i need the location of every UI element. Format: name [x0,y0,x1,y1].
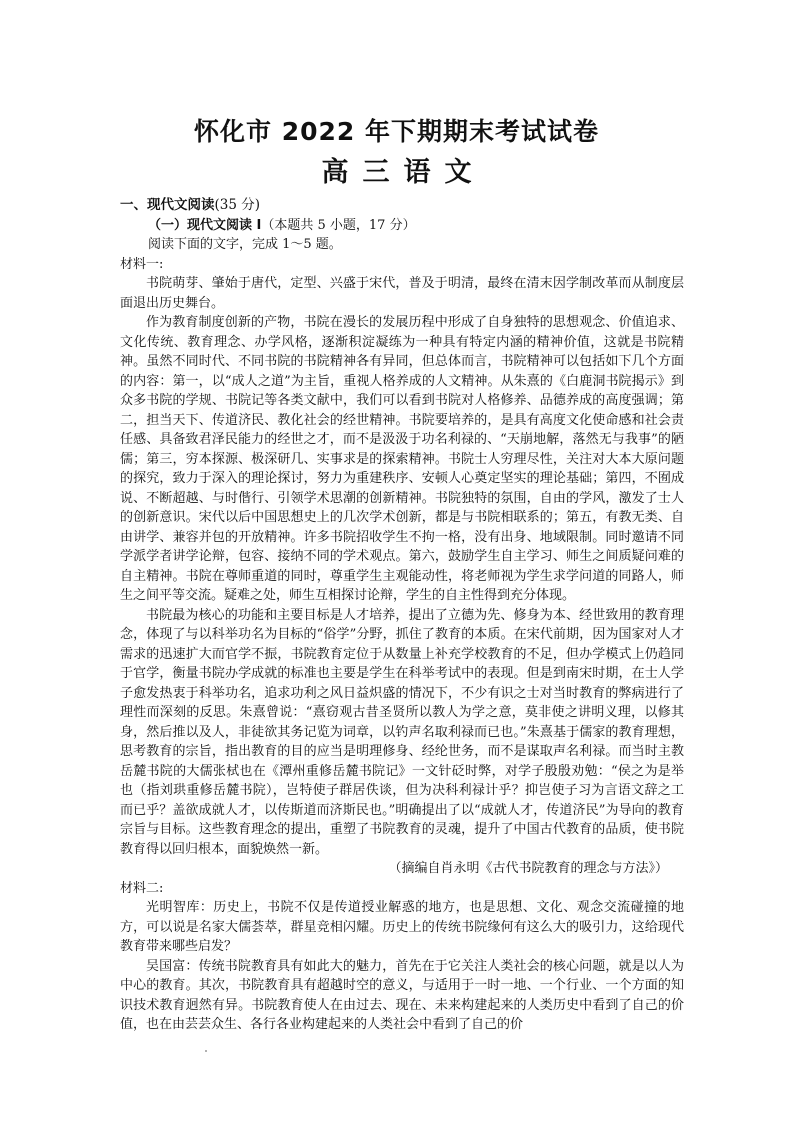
section-heading-text: 一、现代文阅读 [120,197,215,213]
material-one-paragraph: 书院最为核心的功能和主要目标是人才培养，提出了立德为先、修身为本、经世致用的教育理念，体现了与以科举功名为目标的“俗学”分野，抓住了教育的本质。在宋代前期，因为国家对人才需求的迅速扩大而官学不振，书院教育定位于从数量上补充学校教育的不足，但办学模式上仍趋同于官学，衡量书院办学成就的标准也主要是学生在科举考试中的表现。但是到南宋时期，在士人学子愈发热衷于科举功名，追求功利之风日益炽盛的情况下，不少有识之士对当时教育的弊病进行了理性而深刻的反思。朱熹曾说：“熹窃观古昔圣贤所以教人为学之意，莫非使之讲明义理，以修其身，然后推以及人，非徒欲其务记览为词章，以钓声名取利禄而已也。”朱熹基于儒家的教育理想，思考教育的宗旨，指出教育的目的应当是明理修身、经纶世务，而不是谋取声名利禄。而当时主教岳麓书院的大儒张栻也在《潭州重修岳麓书院记》一文针砭时弊，对学子殷殷劝勉：“侯之为是举也（指刘珙重修岳麓书院），岂特使子群居佚谈，但为决科利禄计乎？抑岂使子习为言语文辞之工而已乎？盖欲成就人才，以传斯道而济斯民也。”明确提出了以“成就人才，传道济民”为导向的教育宗旨与目标。这些教育理念的提出，重塑了书院教育的灵魂，提升了中国古代教育的品质，使书院教育得以回归根本，面貌焕然一新。 [120,607,684,857]
material-one-paragraph: 作为教育制度创新的产物，书院在漫长的发展历程中形成了自身独特的思想观念、价值追求、文化传统、教育理念、办学风格，逐渐积淀凝练为一种具有特定内涵的精神价值，这就是书院精神。虽然不同时代、不同书院的书院精神各有异同，但总体而言，书院精神可以包括如下几个方面的内容：第一，以“成人之道”为主旨，重视人格养成的人文精神。从朱熹的《白鹿洞书院揭示》到众多书院的学规、书院记等各类文献中，我们可以看到书院对人格修养、品德养成的高度强调；第二，担当天下、传道济民、教化社会的经世精神。书院要培养的，是具有高度文化使命感和社会责任感、具备致君泽民能力的经世之才，而不是汲汲于功名利禄的、“天崩地解，落然无与我事”的陋儒；第三，穷本探源、极深研几、实事求是的探索精神。书院士人穷理尽性，关注对大本大原问题的探究，致力于深入的理论探讨，努力为重建秩序、安顿人心奠定坚实的理论基础；第四，不囿成说、不断超越、与时偕行、引领学术思潮的创新精神。书院独特的氛围，自由的学风，激发了士人的创新意识。宋代以后中国思想史上的几次学术创新，都是与书院相联系的；第五，有教无类、自由讲学、兼容并包的开放精神。许多书院招收学生不拘一格，没有出身、地域限制。同时邀请不同学派学者讲学论辩，包容、接纳不同的学术观点。第六，鼓励学生自主学习、师生之间质疑问难的自主精神。书院在尊师重道的同时，尊重学生主观能动性，将老师视为学生求学问道的同路人，师生之间平等交流。疑难之处，师生互相探讨论辩，学生的自主性得到充分体现。 [120,315,684,603]
exam-body [120,196,684,1035]
section-heading [120,196,684,216]
material-two-paragraph: 光明智库：历史上，书院不仅是传道授业解惑的地方，也是思想、文化、观念交流碰撞的地方，可以说是名家大儒荟萃，群星竞相闪耀。历史上的传统书院缘何有这么大的吸引力，这给现代教育带来哪些启发？ [120,900,684,954]
material-one-paragraph: 书院萌芽、肇始于唐代，定型、兴盛于宋代，普及于明清，最终在清末因学制改革而从制度层面退出历史舞台。 [120,276,684,311]
exam-title: 怀化市 2022 年下期期末考试试卷 [194,117,599,146]
reading-instruction: 阅读下面的文字，完成 1～5 题。 [148,237,342,252]
subsection-heading-text: （一）现代文阅读 I [148,217,262,233]
subject-title: 高三语文 [321,157,486,188]
subsection-heading [120,216,684,236]
material-one-label: 材料一: [120,256,164,272]
material-two-paragraph: 吴国富：传统书院教育具有如此大的魅力，首先在于它关注人类社会的核心问题，就是以人为中心的教育。其次，书院教育具有超越时空的意义，与适用于一时一地、一个行业、一个方面的知识技术教育迥然有异。书院教育使人在由过去、现在、未来构建起来的人类历史中看到了自己的价值，也在由芸芸众生、各行各业构建起来的人类社会中看到了自己的价 [120,958,684,1032]
page-mark [205,1050,207,1052]
section-points: (35 分) [214,197,261,213]
material-two-label: 材料二: [120,880,164,896]
material-one-source: （摘编自肖永明《古代书院教育的理念与方法》） [388,861,668,876]
subsection-note: （本题共 5 小题，17 分） [261,217,416,233]
